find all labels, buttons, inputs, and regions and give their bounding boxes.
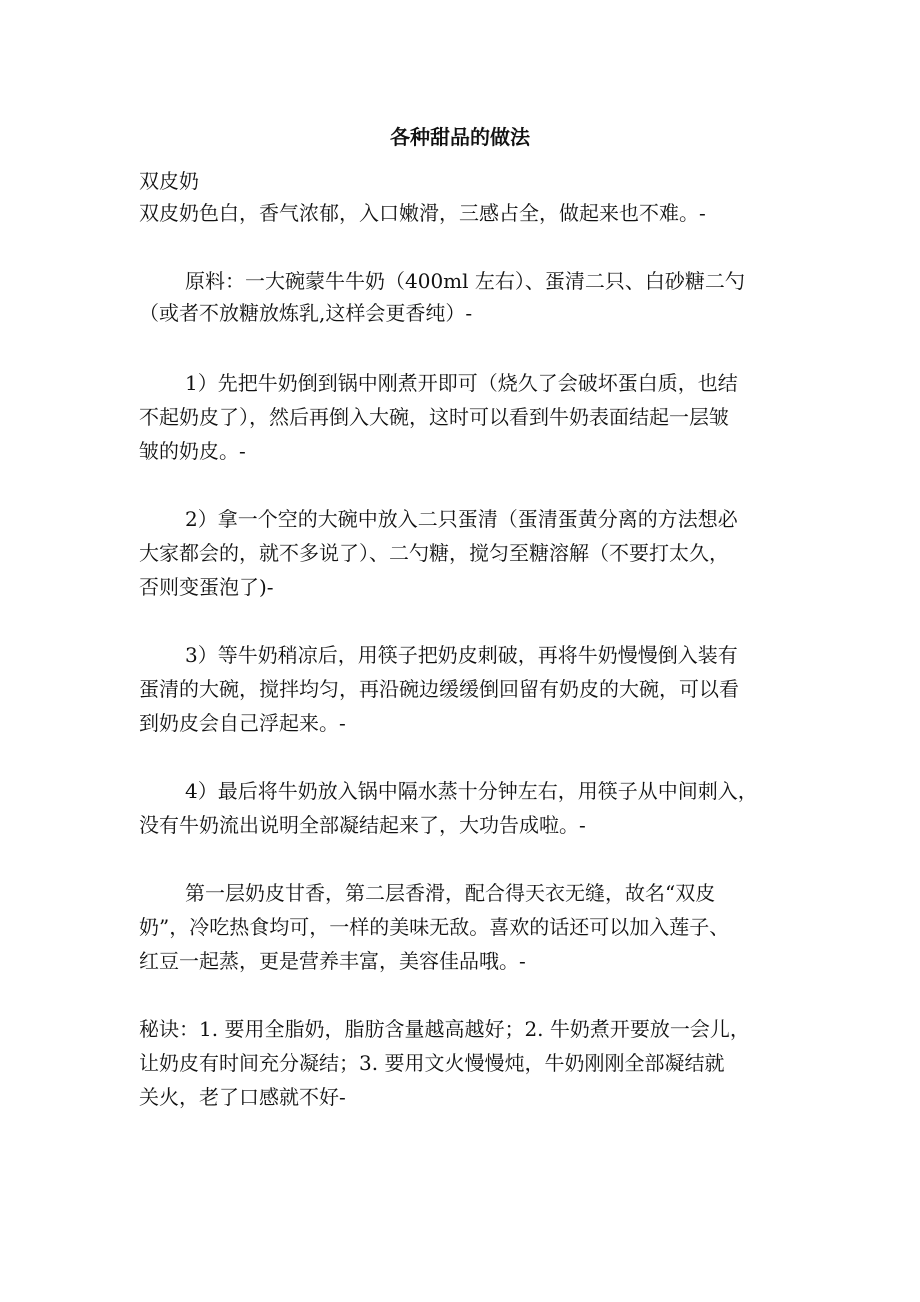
- tips-line-2: 让奶皮有时间充分凝结；3. 要用文火慢慢炖，牛奶刚刚全部凝结就: [139, 1051, 725, 1075]
- summary-line-3: 红豆一起蒸，更是营养丰富，美容佳品哦。-: [139, 949, 526, 973]
- step1-line-1: 1）先把牛奶倒到锅中刚煮开即可（烧久了会破坏蛋白质，也结: [185, 371, 738, 395]
- step3-line-1: 3）等牛奶稍凉后，用筷子把奶皮刺破，再将牛奶慢慢倒入装有: [185, 643, 738, 667]
- tips-line-3: 关火，老了口感就不好-: [139, 1085, 346, 1109]
- ingredients-line-1: 原料：一大碗蒙牛牛奶（400ml 左右）、蛋清二只、白砂糖二勺: [185, 269, 745, 293]
- step2-line-2: 大家都会的，就不多说了）、二勺糖，搅匀至糖溶解（不要打太久，: [139, 541, 729, 565]
- ingredients-line-2: （或者不放糖放炼乳,这样会更香纯）-: [139, 301, 473, 325]
- tips-line-1: 秘诀：1. 要用全脂奶，脂肪含量越高越好；2. 牛奶煮开要放一会儿，: [139, 1017, 750, 1041]
- step3-line-3: 到奶皮会自己浮起来。-: [139, 711, 346, 735]
- section-heading: 双皮奶: [139, 169, 199, 193]
- intro-paragraph: 双皮奶色白，香气浓郁，入口嫩滑，三感占全，做起来也不难。-: [139, 201, 706, 225]
- summary-line-2: 奶”，冷吃热食均可，一样的美味无敌。喜欢的话还可以加入莲子、: [139, 915, 730, 939]
- step2-line-3: 否则变蛋泡了)-: [139, 575, 274, 599]
- step4-line-1: 4）最后将牛奶放入锅中隔水蒸十分钟左右，用筷子从中间刺入，: [185, 779, 758, 803]
- step3-line-2: 蛋清的大碗，搅拌均匀，再沿碗边缓缓倒回留有奶皮的大碗，可以看: [139, 677, 739, 701]
- summary-line-1: 第一层奶皮甘香，第二层香滑，配合得天衣无缝，故名“双皮: [185, 881, 716, 905]
- document-title: 各种甜品的做法: [390, 125, 530, 149]
- step1-line-3: 皱的奶皮。-: [139, 439, 246, 463]
- step1-line-2: 不起奶皮了），然后再倒入大碗，这时可以看到牛奶表面结起一层皱: [139, 405, 729, 429]
- step4-line-2: 没有牛奶流出说明全部凝结起来了，大功告成啦。-: [139, 813, 586, 837]
- step2-line-1: 2）拿一个空的大碗中放入二只蛋清（蛋清蛋黄分离的方法想必: [185, 507, 738, 531]
